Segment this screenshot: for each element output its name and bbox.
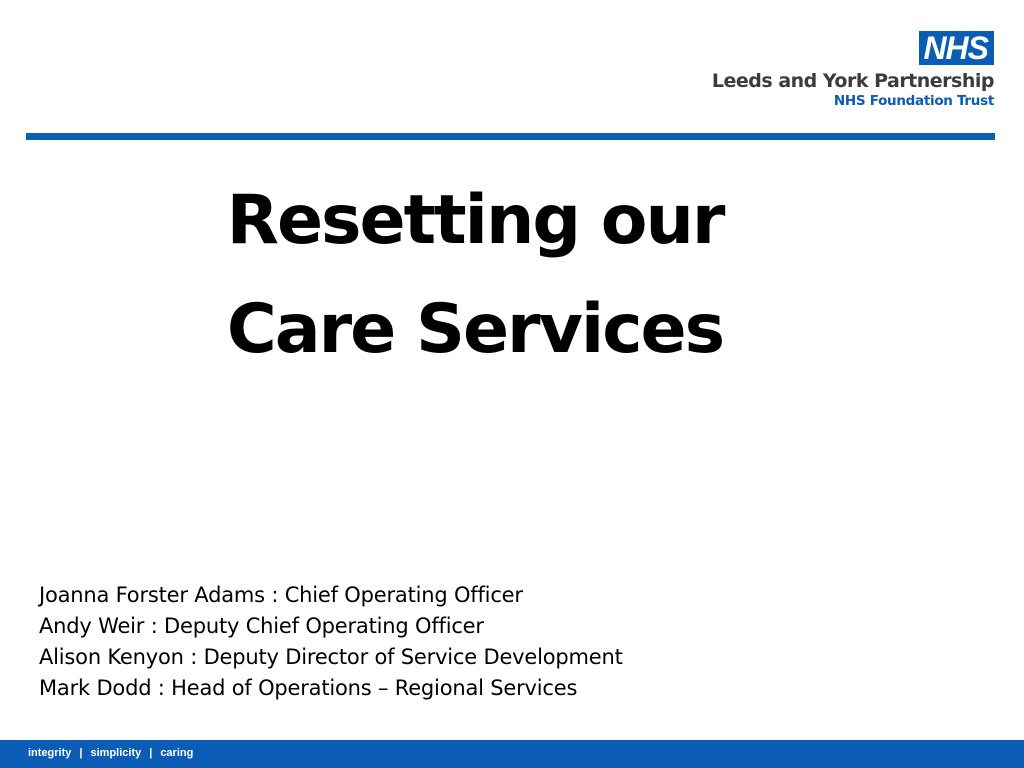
- footer-value-simplicity: simplicity: [90, 747, 142, 759]
- footer-separator: |: [79, 747, 83, 759]
- presenter-item: Alison Kenyon : Deputy Director of Service Development: [39, 645, 623, 669]
- presenter-item: Joanna Forster Adams : Chief Operating Officer: [39, 583, 523, 607]
- organisation-subtitle: NHS Foundation Trust: [833, 93, 994, 109]
- presenter-item: Mark Dodd : Head of Operations – Regional Services: [39, 676, 578, 700]
- footer-bar: [0, 740, 1024, 768]
- footer-value-integrity: integrity: [28, 747, 72, 759]
- slide-title-line-2: Care Services: [226, 290, 724, 369]
- organisation-name: Leeds and York Partnership: [711, 70, 994, 92]
- footer-values: [28, 747, 193, 759]
- slide-title-line-1: Resetting our: [226, 181, 724, 260]
- footer-separator: |: [149, 747, 153, 759]
- presenter-list: [39, 580, 623, 704]
- presenter-item: Andy Weir : Deputy Chief Operating Officer: [39, 614, 484, 638]
- footer-value-caring: caring: [160, 747, 194, 759]
- header-divider: [26, 133, 995, 140]
- nhs-logo: [712, 31, 994, 109]
- nhs-badge: NHS: [919, 31, 994, 65]
